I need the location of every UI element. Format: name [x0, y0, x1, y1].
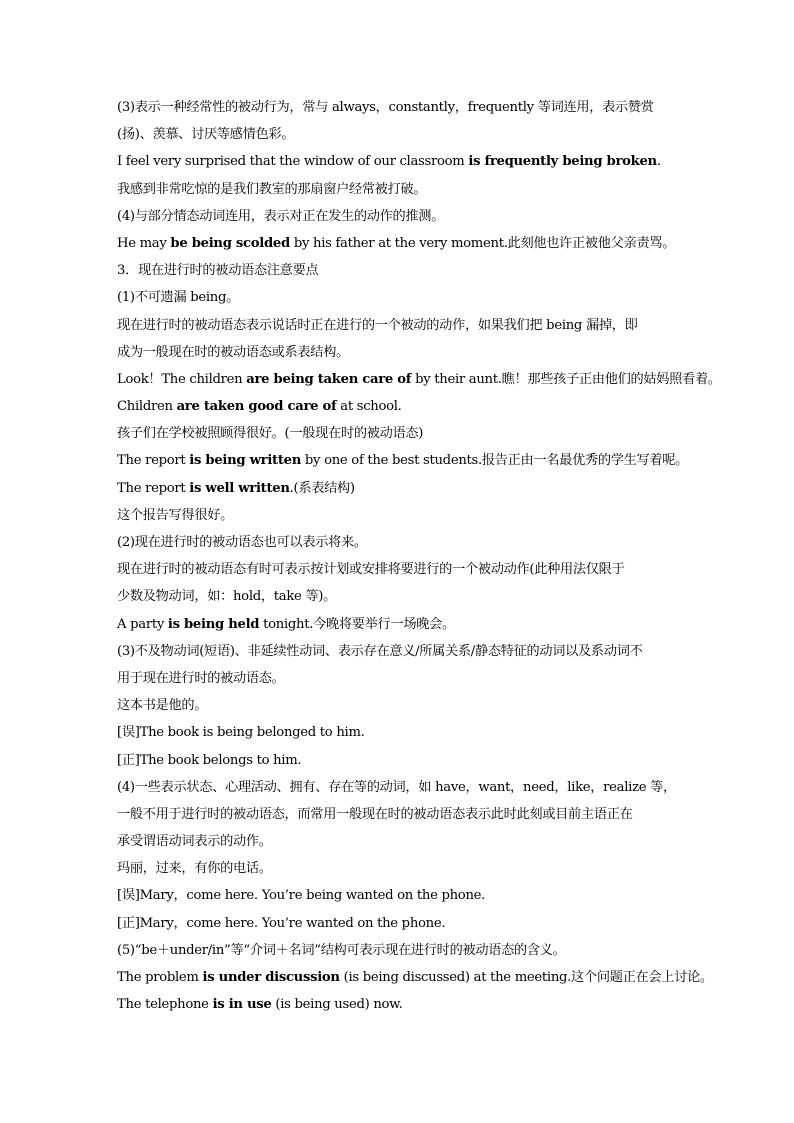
text-line [117, 774, 687, 801]
text-line [117, 230, 687, 257]
text-segment: tonight.今晚将要举行一场晚会。 [259, 616, 455, 632]
text-line [117, 447, 687, 474]
text-segment: 这本书是他的。 [117, 698, 208, 714]
text-line [117, 611, 687, 638]
bold-phrase: are being taken care of [246, 371, 412, 387]
text-segment: (4)一些表示状态、心理活动、拥有、存在等的动词，如 have，want，need，like，realize 等， [117, 779, 676, 795]
text-line [117, 121, 687, 148]
text-segment: 少数及物动词，如：hold，take 等)。 [117, 589, 337, 605]
text-segment: (扬)、羡慕、讨厌等感情色彩。 [117, 127, 295, 143]
text-line [117, 312, 687, 339]
text-line [117, 964, 713, 991]
text-line [117, 529, 687, 556]
bold-phrase: is in use [212, 997, 272, 1013]
text-segment: 这个报告写得很好。 [117, 507, 233, 523]
text-segment: .(系表结构) [289, 480, 355, 496]
bold-phrase: is being held [167, 616, 260, 632]
text-line [117, 937, 687, 964]
text-line [117, 502, 687, 529]
text-line [117, 366, 721, 393]
text-line [117, 420, 687, 447]
text-segment: (4)与部分情态动词连用，表示对正在发生的动作的推测。 [117, 208, 445, 224]
text-segment: by one of the best students.报告正由一名最优秀的学生写着呢。 [301, 453, 689, 469]
text-line [117, 176, 687, 203]
text-line [117, 148, 687, 175]
text-segment: 承受谓语动词表示的动作。 [117, 834, 272, 850]
text-segment: 成为一般现在时的被动语态或系表结构。 [117, 344, 349, 360]
text-line [117, 855, 687, 882]
text-segment: A party [117, 616, 168, 632]
text-segment: I feel very surprised that the window of our classroom [117, 154, 469, 170]
bold-phrase: is frequently being broken [468, 154, 657, 170]
text-line [117, 828, 687, 855]
text-line [117, 203, 687, 230]
text-segment: [正]The book belongs to him. [117, 752, 302, 768]
text-segment: (3)表示一种经常性的被动行为，常与 always，constantly，frequently 等词连用，表示赞赏 [117, 100, 654, 115]
text-line [117, 393, 687, 420]
text-line [117, 692, 687, 719]
text-line [117, 556, 687, 583]
text-line [117, 257, 687, 284]
text-line [117, 94, 687, 121]
text-segment: [误]The book is being belonged to him. [117, 725, 365, 741]
text-line [117, 638, 687, 665]
text-segment: [误]Mary，come here. You’re being wanted on the phone. [117, 888, 486, 904]
text-segment: (is being discussed) at the meeting.这个问题正在会上讨论。 [339, 970, 713, 985]
text-segment: by his father at the very moment.此刻他也许正被他父亲责骂。 [289, 235, 676, 251]
text-line [117, 991, 687, 1018]
text-segment: The report [117, 480, 190, 496]
bold-phrase: is well written [189, 480, 290, 496]
text-line [117, 665, 687, 692]
bold-phrase: is being written [189, 453, 301, 469]
text-line [117, 719, 687, 746]
text-line [117, 910, 687, 937]
text-segment: (3)不及物动词(短语)、非延续性动词、表示存在意义/所属关系/静态特征的动词以及系动词不 [117, 643, 643, 659]
bold-phrase: is under discussion [202, 970, 340, 985]
text-segment: 用于现在进行时的被动语态。 [117, 670, 285, 686]
text-line [117, 801, 687, 828]
text-segment: by their aunt.瞧！那些孩子正由他们的姑妈照看着。 [411, 371, 721, 387]
text-line [117, 747, 687, 774]
text-line [117, 583, 687, 610]
text-segment: (5)“be＋under/in”等“介词＋名词”结构可表示现在进行时的被动语态的含义。 [117, 942, 566, 958]
text-segment: The telephone [117, 997, 213, 1013]
text-segment: (1)不可遗漏 being。 [117, 290, 240, 306]
text-segment: 玛丽，过来，有你的电话。 [117, 861, 272, 877]
text-segment: The report [117, 453, 190, 469]
text-segment: at school. [336, 399, 402, 415]
text-segment: . [656, 154, 661, 170]
text-line [117, 882, 687, 909]
text-segment: 一般不用于进行时的被动语态，而常用一般现在时的被动语态表示此时此刻或目前主语正在 [117, 806, 633, 822]
bold-phrase: are taken good care of [176, 399, 337, 415]
text-line [117, 475, 687, 502]
text-segment: 我感到非常吃惊的是我们教室的那扇窗户经常被打破。 [117, 181, 427, 197]
text-line [117, 284, 687, 311]
text-segment: Look！The children [117, 371, 247, 387]
text-segment: He may [117, 235, 171, 251]
text-segment: [正]Mary，come here. You’re wanted on the phone. [117, 915, 446, 931]
text-segment: 孩子们在学校被照顾得很好。(一般现在时的被动语态) [117, 426, 424, 442]
text-segment: 3．现在进行时的被动语态注意要点 [117, 263, 319, 279]
bold-phrase: be being scolded [170, 235, 290, 251]
text-segment: Children [117, 399, 177, 415]
text-segment: 现在进行时的被动语态有时可表示按计划或安排将要进行的一个被动动作(此种用法仅限于 [117, 562, 625, 578]
text-line [117, 339, 687, 366]
document-body [117, 94, 721, 1018]
text-segment: (is being used) now. [271, 997, 403, 1013]
text-segment: The problem [117, 970, 203, 985]
text-segment: (2)现在进行时的被动语态也可以表示将来。 [117, 535, 367, 550]
text-segment: 现在进行时的被动语态表示说话时正在进行的一个被动的动作，如果我们把 being 漏掉，即 [117, 317, 638, 333]
